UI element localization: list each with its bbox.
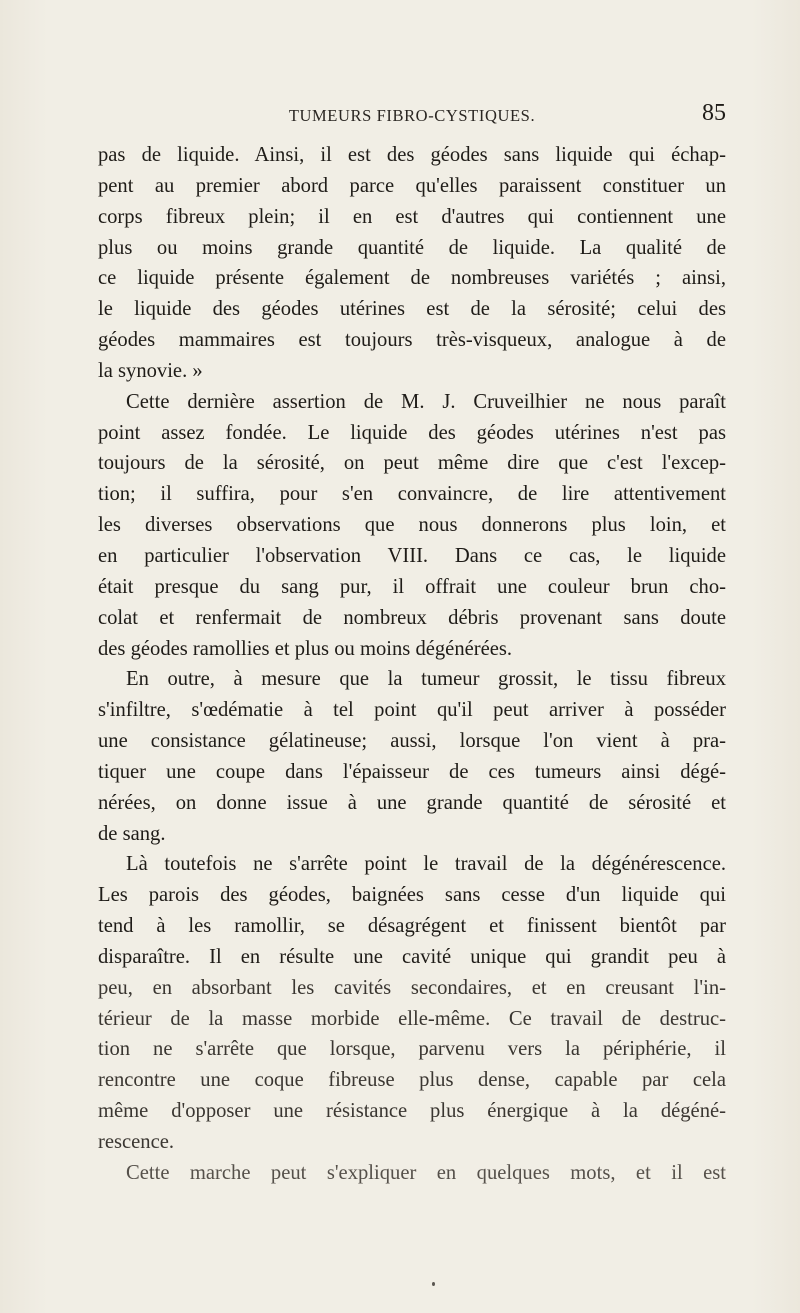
text-line: de sang. [98, 822, 166, 845]
text-line: s'infiltre, s'œdématie à tel point qu'il peut arriver à posséder [98, 699, 726, 722]
text-line: corps fibreux plein; il en est d'autres qui contiennent une [98, 205, 726, 228]
text-line: tion; il suffira, pour s'en convaincre, de lire attentivement [98, 483, 726, 506]
text-line: une consistance gélatineuse; aussi, lorsque l'on vient à pra- [98, 730, 726, 753]
text-line: tend à les ramollir, se désagrégent et finissent bientôt par [98, 915, 726, 938]
text-line: des géodes ramollies et plus ou moins dégénérées. [98, 637, 513, 660]
text-line: géodes mammaires est toujours très-visqueux, analogue à de [98, 329, 726, 352]
text-line: ce liquide présente également de nombreuses variétés ; ainsi, [98, 267, 726, 290]
text-line: tiquer une coupe dans l'épaisseur de ces tumeurs ainsi dégé- [98, 760, 726, 783]
text-line: nérées, on donne issue à une grande quantité de sérosité et [98, 791, 726, 814]
text-line: en particulier l'observation VIII. Dans ce cas, le liquide [98, 544, 726, 567]
text-line: Cette dernière assertion de M. J. Cruveilhier ne nous paraît [126, 390, 726, 413]
running-title: TUMEURS FIBRO-CYSTIQUES. [288, 106, 536, 125]
body-text [98, 140, 726, 1189]
text-line: le liquide des géodes utérines est de la sérosité; celui des [98, 298, 726, 321]
text-line: disparaître. Il en résulte une cavité unique qui grandit peu à [98, 945, 726, 968]
text-line: rescence. [98, 1131, 175, 1153]
page-number: 85 [702, 100, 726, 126]
text-line: Cette marche peut s'expliquer en quelques mots, et il est [126, 1161, 726, 1184]
text-line: même d'opposer une résistance plus énergique à la dégéné- [98, 1100, 726, 1123]
print-speck [432, 1282, 435, 1286]
text-line: les diverses observations que nous donnerons plus loin, et [98, 514, 726, 537]
text-line: Là toutefois ne s'arrête point le travail de la dégénérescence. [126, 853, 726, 876]
text-line: rencontre une coque fibreuse plus dense, capable par cela [98, 1069, 726, 1092]
text-line: toujours de la sérosité, on peut même dire que c'est l'excep- [98, 452, 726, 475]
running-head [98, 100, 726, 134]
text-line: plus ou moins grande quantité de liquide. La qualité de [98, 236, 726, 259]
text-line: pent au premier abord parce qu'elles paraissent constituer un [98, 174, 726, 197]
text-line: tion ne s'arrête que lorsque, parvenu vers la périphérie, il [98, 1038, 726, 1061]
text-line: colat et renfermait de nombreux débris provenant sans doute [98, 606, 726, 629]
text-line: point assez fondée. Le liquide des géodes utérines n'est pas [98, 421, 726, 444]
text-line: la synovie. » [98, 359, 203, 382]
text-line: En outre, à mesure que la tumeur grossit, le tissu fibreux [126, 668, 726, 691]
text-line: pas de liquide. Ainsi, il est des géodes sans liquide qui échap- [98, 144, 726, 166]
text-line: Les parois des géodes, baignées sans cesse d'un liquide qui [98, 884, 726, 907]
text-line: peu, en absorbant les cavités secondaires, et en creusant l'in- [98, 976, 726, 999]
text-line: était presque du sang pur, il offrait une couleur brun cho- [98, 575, 726, 598]
text-line: térieur de la masse morbide elle-même. Ce travail de destruc- [98, 1007, 726, 1030]
